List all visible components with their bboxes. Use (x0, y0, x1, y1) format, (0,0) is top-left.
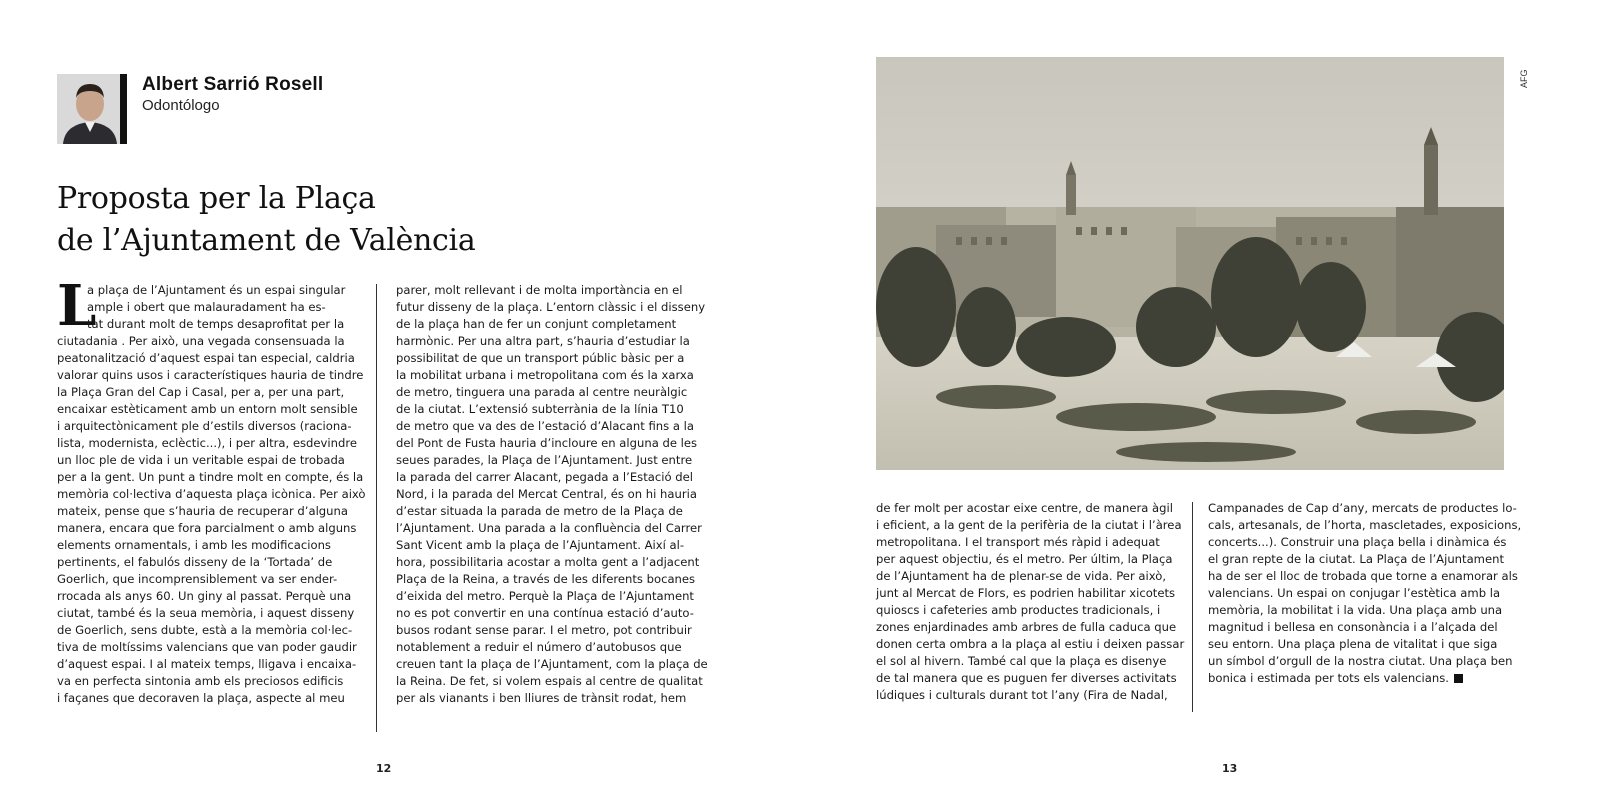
column-divider (1192, 502, 1193, 712)
text-line: quioscs i cafeteries amb productes tradicionals, i (876, 603, 1161, 617)
text-line: Sant Vicent amb la plaça de l’Ajuntament. Així al- (396, 538, 685, 552)
text-line: ciutadania . Per això, una vegada consensuada la (57, 334, 345, 348)
drop-cap: L (57, 273, 97, 339)
text-line: manera, encara que fora parcialment o amb alguns (57, 521, 357, 535)
photo-edge-bar (120, 74, 127, 144)
text-line: de Goerlich, sens dubte, està a la memòria col·lec- (57, 623, 353, 637)
title-line-1: Proposta per la Plaça (57, 181, 376, 216)
text-line: ha de ser el lloc de trobada que torne a enamorar als (1208, 569, 1518, 583)
text-line: parer, molt rellevant i de molta importància en el (396, 283, 683, 297)
text-line: va en perfecta sintonia amb els preciosos edificis (57, 674, 344, 688)
text-line: magnitud i bellesa en consonància i a l’alçada del (1208, 620, 1498, 634)
text-line: metropolitana. I el transport més ràpid i adequat (876, 535, 1160, 549)
text-line: pertinents, el fabulós disseny de la ‘Tortada’ de (57, 555, 333, 569)
text-line: Nord, i la parada del Mercat Central, és on hi hauria (396, 487, 697, 501)
text-line: futur disseny de la plaça. L’entorn clàssic i el disseny (396, 300, 706, 314)
text-line: encaixar estèticament amb un entorn molt sensible (57, 402, 358, 416)
author-block (57, 74, 323, 144)
text-line: de metro que va des de l’estació d’Alacant fins a la (396, 419, 694, 433)
text-line: lúdiques i culturals durant tot l’any (Fira de Nadal, (876, 688, 1168, 702)
text-line: memòria, la mobilitat i la vida. Una plaça amb una (1208, 603, 1503, 617)
text-line: bonica i estimada per tots els valencians. (1208, 670, 1508, 687)
author-name: Albert Sarrió Rosell (142, 74, 324, 95)
text-line: la parada del carrer Alacant, pegada a l’Estació del (396, 470, 693, 484)
text-line: per aquest objectiu, és el metro. Per últim, la Plaça (876, 552, 1173, 566)
portrait-illustration (57, 74, 127, 144)
text-line: harmònic. Per una altra part, s’hauria d’estudiar la (396, 334, 690, 348)
text-line: la Plaça Gran del Cap i Casal, per a, per una part, (57, 385, 345, 399)
text-line: concerts...). Construir una plaça bella i dinàmica és (1208, 535, 1507, 549)
text-line: junt al Mercat de Flors, es podrien habilitar xicotets (876, 586, 1176, 600)
text-line: el sol al hivern. També cal que la plaça es disenye (876, 654, 1167, 668)
text-line: seu entorn. Una plaça plena de vitalitat i que siga (1208, 637, 1498, 651)
body-column-2 (396, 282, 708, 707)
text-line: un símbol d’orgull de la nostra ciutat. Una plaça ben (1208, 654, 1513, 668)
text-line: l’Ajuntament. Una parada a la confluència del Carrer (396, 521, 702, 535)
text-line: peatonalització d’aquest espai tan especial, caldria (57, 351, 355, 365)
text-line: d’estar situada la parada de metro de la Plaça de (396, 504, 683, 518)
text-line: possibilitat de que un transport públic bàsic per a (396, 351, 685, 365)
text-line: d’eixida del metro. Perquè la Plaça de l’Ajuntament (396, 589, 694, 603)
text-line: de fer molt per acostar eixe centre, de manera àgil (876, 501, 1173, 515)
text-line: hora, possibilitaria acostar a molta gent a l’adjacent (396, 555, 700, 569)
text-line: zones enjardinades amb arbres de fulla caduca que (876, 620, 1177, 634)
text-line: per als vianants i ben lliures de trànsit rodat, hem (396, 691, 687, 705)
text-line: creuen tant la plaça de l’Ajuntament, com la plaça de (396, 657, 708, 671)
text-line: cals, artesanals, de l’horta, mascletades, exposicions, (1208, 518, 1522, 532)
text-line: a plaça de l’Ajuntament és un espai singular (87, 283, 346, 297)
body-column-1 (57, 273, 366, 707)
end-of-article-mark (1454, 674, 1463, 683)
text-line: i eficient, a la gent de la perifèria de la ciutat i l’àrea (876, 518, 1182, 532)
text-line: Plaça de la Reina, a través de les diferents bocanes (396, 572, 696, 586)
author-role: Odontólogo (142, 97, 220, 114)
text-line: notablement a reduir el número d’autobusos que (396, 640, 682, 654)
photo-credit: AFG (1519, 69, 1529, 88)
text-line: memòria col·lectiva d’aquesta plaça icònica. Per això (57, 487, 366, 501)
text-line: de tal manera que es puguen fer diverses activitats (876, 671, 1177, 685)
text-line: busos rodant sense parar. I el metro, pot contribuir (396, 623, 692, 637)
author-photo (57, 74, 127, 144)
column-divider (376, 284, 377, 732)
text-line: lista, modernista, eclèctic...), i per altra, esdevindre (57, 436, 357, 450)
text-line: de la plaça han de fer un conjunt completament (396, 317, 677, 331)
article-title (57, 178, 577, 262)
text-line: per a la gent. Un punt a tindre molt en compte, és la (57, 470, 364, 484)
text-line: tat durant molt de temps desaprofitat per la (87, 317, 345, 331)
text-line: mateix, pense que s’hauria de recuperar d’alguna (57, 504, 348, 518)
text-line: d’aquest espai. I al mateix temps, lligava i encaixa- (57, 657, 357, 671)
text-line: rrocada als anys 60. Un giny al passat. Perquè una (57, 589, 352, 603)
text-line: un lloc ple de vida i un veritable espai de trobada (57, 453, 345, 467)
title-line-2: de l’Ajuntament de València (57, 223, 476, 258)
text-line: de l’Ajuntament ha de plenar-se de vida. Per això, (876, 569, 1167, 583)
text-line: elements ornamentals, i amb les modificacions (57, 538, 331, 552)
text-line: el gran repte de la ciutat. La Plaça de l’Ajuntament (1208, 552, 1505, 566)
page-number-right: 13 (1222, 762, 1238, 775)
text-line: i façanes que decoraven la plaça, aspecte al meu (57, 691, 345, 705)
text-line: del Pont de Fusta hauria d’incloure en alguna de les (396, 436, 698, 450)
text-line: valorar quins usos i característiques hauria de tindre (57, 368, 364, 382)
plaza-illustration (876, 57, 1504, 470)
text-line: ample i obert que malauradament ha es- (87, 300, 326, 314)
right-page (806, 0, 1612, 806)
historic-plaza-photo (876, 57, 1504, 470)
page-number-left: 12 (376, 762, 392, 775)
text-line: la Reina. De fet, si volem espais al centre de qualitat (396, 674, 703, 688)
text-line: no es pot convertir en una contínua estació d’auto- (396, 606, 694, 620)
text-line: Campanades de Cap d’any, mercats de productes lo- (1208, 501, 1517, 515)
text-line: valencians. Un espai on conjugar l’estètica amb la (1208, 586, 1501, 600)
text-line: seues parades, la Plaça de l’Ajuntament. Just entre (396, 453, 693, 467)
text-line: de metro, tinguera una parada al centre neuràlgic (396, 385, 688, 399)
text-line: donen certa ombra a la plaça al estiu i deixen passar (876, 637, 1185, 651)
text-line: la mobilitat urbana i metropolitana com és la xarxa (396, 368, 694, 382)
text-line: i arquitectònicament ple d’estils diversos (raciona- (57, 419, 352, 433)
body-column-3 (876, 500, 1185, 704)
text-line: Goerlich, que incomprensiblement va ser ender- (57, 572, 338, 586)
text-line: ciutat, també és la seua memòria, i aquest disseny (57, 606, 355, 620)
text-line: tiva de moltíssims valencians que van poder gaudir (57, 640, 357, 654)
text-line: de la ciutat. L’extensió subterrània de la línia T10 (396, 402, 684, 416)
body-column-4 (1208, 500, 1522, 687)
